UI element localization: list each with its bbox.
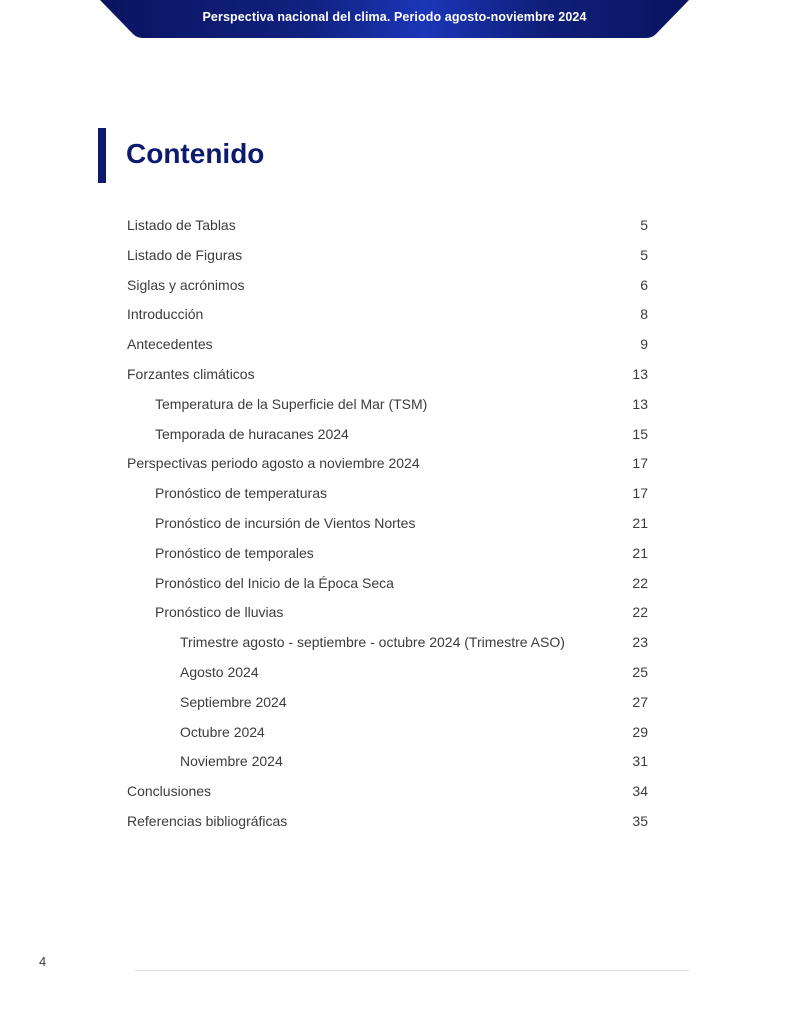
- toc-entry-page: 22: [632, 574, 648, 591]
- toc-entry-label: Listado de Tablas: [127, 217, 236, 233]
- toc-entry-page: 15: [632, 425, 648, 442]
- toc-entry-page: 35: [632, 813, 648, 829]
- toc-entry[interactable]: [127, 806, 648, 836]
- toc-entry-page: 23: [632, 634, 648, 651]
- toc-entry[interactable]: [180, 717, 648, 747]
- toc-entry[interactable]: [155, 568, 648, 598]
- toc-entry-page: 6: [640, 276, 648, 293]
- toc-entry-label: Temperatura de la Superficie del Mar (TSM): [155, 395, 428, 412]
- page-number: 4: [39, 954, 47, 969]
- toc-entry-label: Temporada de huracanes 2024: [155, 425, 349, 442]
- toc-entry-page: 21: [632, 515, 648, 531]
- toc-entry[interactable]: [127, 240, 648, 270]
- toc-entry-label: Pronóstico de temporales: [155, 544, 314, 561]
- toc-entry-label: Octubre 2024: [180, 723, 265, 740]
- toc-entry[interactable]: [180, 687, 648, 717]
- toc-entry[interactable]: [127, 299, 648, 329]
- toc-entry[interactable]: [155, 538, 648, 568]
- toc-entry-label: Referencias bibliográficas: [127, 813, 288, 829]
- toc-entry-page: 17: [632, 485, 648, 502]
- toc-entry-label: Agosto 2024: [180, 664, 259, 680]
- toc-entry-label: Pronóstico de lluvias: [155, 604, 284, 621]
- toc-entry-label: Pronóstico del Inicio de la Época Seca: [155, 574, 394, 591]
- toc-entry-page: 21: [632, 544, 648, 561]
- toc-entry-label: Septiembre 2024: [180, 693, 287, 710]
- toc-entry-label: Pronóstico de temperaturas: [155, 485, 327, 502]
- heading-accent-bar: [98, 128, 106, 183]
- toc-entry-page: 34: [632, 783, 648, 800]
- toc-entry-page: 22: [632, 604, 648, 621]
- toc-entry[interactable]: [180, 657, 648, 687]
- toc-entry-label: Perspectivas periodo agosto a noviembre 2024: [127, 455, 420, 472]
- toc-entry[interactable]: [180, 627, 648, 657]
- toc-entry-page: 9: [640, 336, 648, 353]
- toc-entry-label: Trimestre agosto - septiembre - octubre 2024 (Trimestre ASO): [180, 634, 565, 651]
- toc-entry-page: 25: [632, 664, 648, 680]
- toc-entry[interactable]: [127, 210, 648, 240]
- toc-entry-label: Introducción: [127, 306, 204, 323]
- toc-entry-page: 5: [640, 246, 648, 263]
- toc-entry-page: 31: [632, 753, 648, 770]
- toc-entry-page: 27: [632, 693, 648, 710]
- toc-entry[interactable]: [127, 270, 648, 300]
- toc-entry[interactable]: [127, 359, 648, 389]
- toc-entry-label: Forzantes climáticos: [127, 366, 255, 382]
- toc-entry-label: Conclusiones: [127, 783, 212, 800]
- toc-entry-page: 8: [640, 306, 648, 323]
- toc-entry-label: Listado de Figuras: [127, 246, 243, 263]
- toc-entry[interactable]: [155, 508, 648, 538]
- header-title: Perspectiva nacional del clima. Periodo agosto-noviembre 2024: [202, 10, 587, 24]
- toc-entry-label: Siglas y acrónimos: [127, 276, 245, 293]
- toc-entry[interactable]: [127, 329, 648, 359]
- header-banner: [100, 0, 689, 38]
- footer-divider: [135, 970, 689, 971]
- toc-entry-page: 13: [632, 366, 648, 382]
- toc-entry[interactable]: [180, 746, 648, 776]
- toc-entry-page: 5: [640, 217, 648, 233]
- toc-entry[interactable]: [155, 389, 648, 419]
- toc-entry-page: 17: [632, 455, 648, 472]
- page-title: Contenido: [126, 138, 265, 169]
- toc-entry-page: 29: [632, 723, 648, 740]
- toc-entry[interactable]: [155, 597, 648, 627]
- toc-entry[interactable]: [127, 448, 648, 478]
- toc-entry[interactable]: [127, 776, 648, 806]
- toc-entry-page: 13: [632, 395, 648, 412]
- toc-entry-label: Antecedentes: [127, 336, 213, 353]
- toc-entry-label: Noviembre 2024: [180, 753, 283, 770]
- toc-entry[interactable]: [155, 478, 648, 508]
- toc-entry-label: Pronóstico de incursión de Vientos Nortes: [155, 515, 416, 531]
- toc-entry[interactable]: [155, 419, 648, 449]
